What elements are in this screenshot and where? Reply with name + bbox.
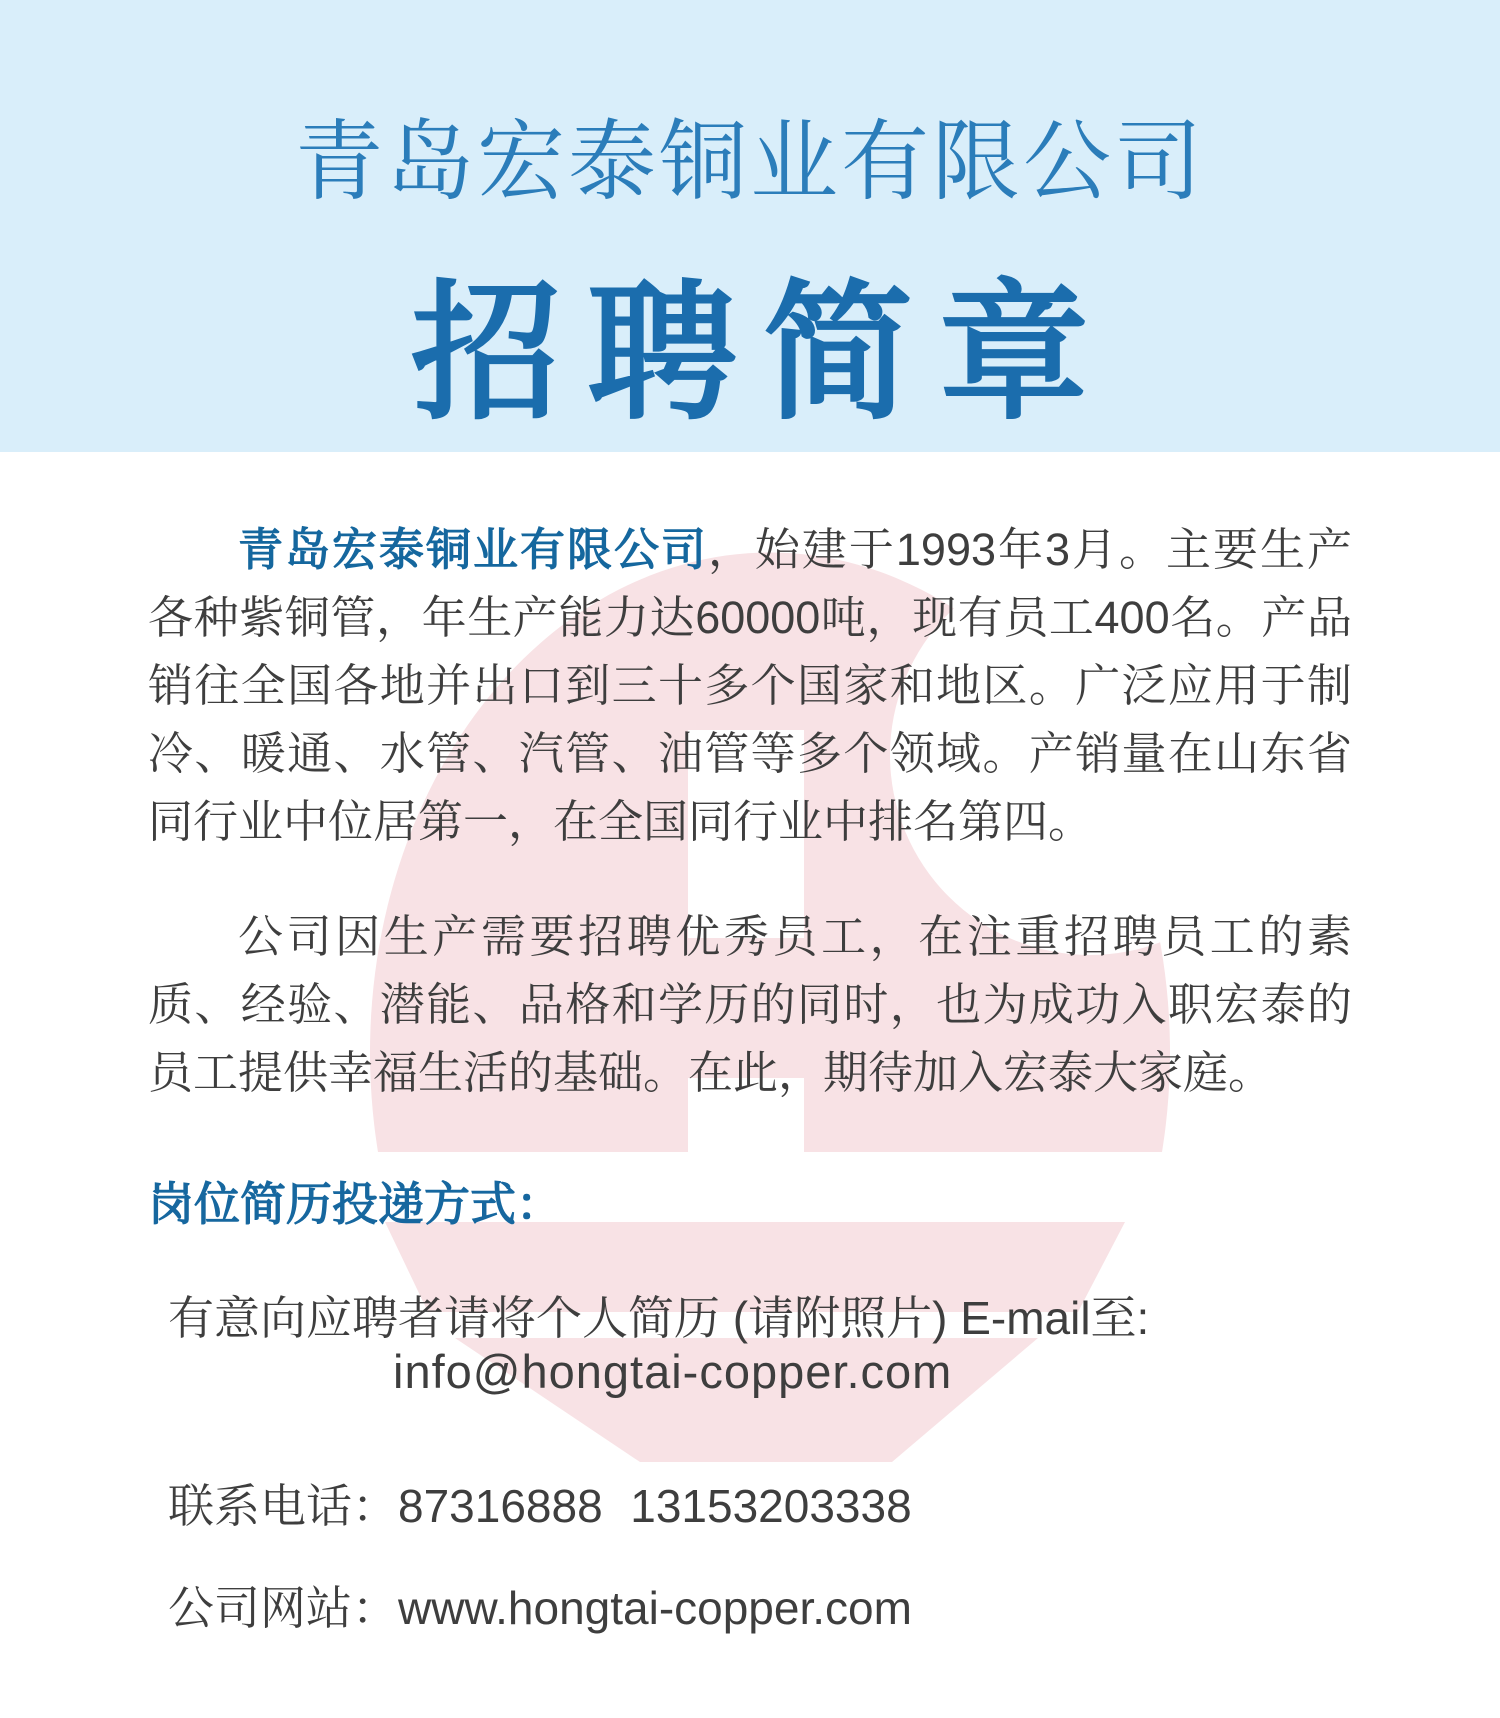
- contact-phone-row: [168, 1470, 912, 1536]
- contact-email: info@hongtai-copper.com: [393, 1345, 953, 1398]
- company-website-row: [168, 1572, 912, 1638]
- header-band: [0, 0, 1500, 452]
- company-title: 青岛宏泰铜业有限公司: [294, 112, 1205, 211]
- phone-number-1: 87316888: [398, 1480, 603, 1532]
- resume-delivery-heading: 岗位简历投递方式：: [148, 1178, 562, 1230]
- apply-instruction: 有意向应聘者请将个人简历 (请附照片) E-mail至:: [168, 1292, 1150, 1344]
- company-intro-paragraph: [148, 516, 1352, 856]
- poster-title: 招聘简章: [410, 269, 1115, 437]
- recruiting-paragraph: 公司因生产需要招聘优秀员工，在注重招聘员工的素质、经验、潜能、品格和学历的同时，也为成功入职宏泰的员工提供幸福生活的基础。在此，期待加入宏泰大家庭。: [148, 911, 1352, 1098]
- website-label: 公司网站：: [168, 1582, 398, 1634]
- website-url: www.hongtai-copper.com: [398, 1582, 912, 1634]
- phone-number-2: 13153203338: [630, 1480, 912, 1532]
- company-name-inline: 青岛宏泰铜业有限公司: [238, 524, 708, 575]
- company-intro-text: ，始建于1993年3月。主要生产各种紫铜管，年生产能力达60000吨，现有员工400名。产品销往全国各地并出口到三十多个国家和地区。广泛应用于制冷、暖通、水管、汽管、油管等多个领域。产销量在山东省同行业中位居第一，在全国同行业中排名第四。: [148, 524, 1352, 847]
- phone-label: 联系电话：: [168, 1480, 398, 1532]
